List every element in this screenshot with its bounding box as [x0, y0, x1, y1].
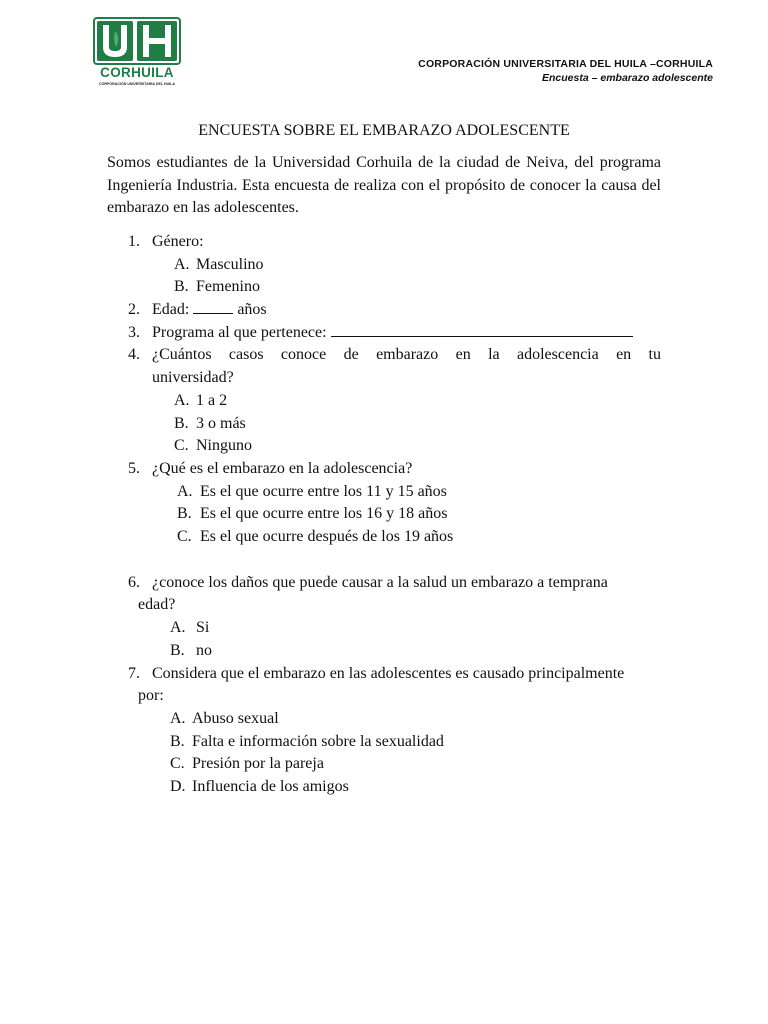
question-text: Considera que el embarazo en las adolescentes es causado principalmente: [152, 664, 625, 682]
option-letter: B.: [170, 641, 185, 659]
option-item: [0, 435, 768, 458]
corhuila-emblem-icon: [93, 17, 181, 65]
option-text: Femenino: [196, 278, 260, 296]
question-text: ¿Cuántos casos conoce de embarazo en la adolescencia en tu: [152, 346, 661, 364]
option-text: Es el que ocurre entre los 11 y 15 años: [200, 482, 447, 500]
option-letter: C.: [174, 437, 189, 455]
option-letter: C.: [170, 755, 185, 773]
option-item: [0, 481, 768, 504]
option-text: no: [196, 641, 212, 659]
option-item: [0, 390, 768, 413]
question-number: 7.: [128, 664, 140, 682]
question-text: Género:: [152, 233, 204, 250]
question-number: 5.: [128, 459, 140, 477]
option-item: [0, 413, 768, 436]
question-text: Programa al que pertenece:: [152, 323, 327, 341]
question-text-cont: edad?: [138, 596, 176, 614]
option-text: Presión por la pareja: [192, 755, 324, 773]
logo-subtitle: CORPORACIÓN UNIVERSITARIA DEL HUILA: [98, 82, 175, 86]
option-text: Falta e información sobre la sexualidad: [192, 732, 444, 750]
option-letter: D.: [170, 777, 186, 795]
option-item: [0, 503, 768, 526]
age-blank-field[interactable]: [193, 300, 233, 314]
option-item: [0, 276, 768, 299]
option-letter: B.: [174, 414, 189, 432]
question-suffix: años: [237, 301, 267, 319]
option-text: Abuso sexual: [192, 709, 279, 727]
question-4: [0, 344, 768, 389]
option-letter: A.: [170, 619, 186, 637]
option-text: Es el que ocurre después de los 19 años: [200, 528, 454, 546]
institution-name: CORPORACIÓN UNIVERSITARIA DEL HUILA –CORHUILA: [418, 58, 713, 70]
question-number: 6.: [128, 573, 140, 591]
question-number: 4.: [128, 346, 140, 364]
option-text: Es el que ocurre entre los 16 y 18 años: [200, 505, 448, 523]
option-letter: B.: [170, 732, 185, 750]
option-letter: B.: [177, 505, 192, 523]
option-letter: A.: [174, 391, 190, 409]
question-1: [0, 231, 768, 254]
option-letter: A.: [177, 482, 193, 500]
option-letter: B.: [174, 278, 189, 296]
question-number: 3.: [128, 323, 140, 341]
option-text: Ninguno: [196, 437, 252, 455]
option-letter: C.: [177, 528, 192, 546]
page-title: ENCUESTA SOBRE EL EMBARAZO ADOLESCENTE: [198, 122, 570, 139]
option-item: [0, 617, 768, 640]
question-3: [0, 322, 768, 345]
question-list: [0, 231, 768, 799]
question-number: 1.: [128, 233, 140, 250]
option-item: [0, 526, 768, 549]
question-5: [0, 458, 768, 481]
option-letter: A.: [170, 709, 186, 727]
question-text: ¿conoce los daños que puede causar a la salud un embarazo a temprana: [152, 573, 608, 591]
option-letter: A.: [174, 255, 190, 273]
intro-paragraph: Somos estudiantes de la Universidad Corhuila de la ciudad de Neiva, del programa Ingeniería Industria. Esta encuesta de realiza con el propósito de conocer la causa del embarazo en las adolescentes.: [107, 154, 661, 217]
document-label: Encuesta – embarazo adolescente: [542, 72, 713, 84]
option-text: Si: [196, 619, 210, 637]
option-item: [0, 640, 768, 663]
option-item: [0, 731, 768, 754]
question-text: ¿Qué es el embarazo en la adolescencia?: [152, 459, 413, 477]
program-blank-field[interactable]: [331, 323, 633, 337]
logo-name: CORHUILA: [100, 65, 174, 80]
page-header: [418, 57, 713, 85]
question-7: [0, 663, 768, 708]
spacer: [0, 549, 768, 572]
question-text-cont: universidad?: [152, 369, 234, 387]
option-text: 3 o más: [196, 414, 246, 432]
option-text: Influencia de los amigos: [192, 777, 349, 795]
option-item: [0, 753, 768, 776]
question-text: Edad:: [152, 301, 190, 319]
question-text-cont: por:: [138, 687, 164, 705]
option-item: [0, 708, 768, 731]
option-item: [0, 776, 768, 799]
option-text: Masculino: [196, 255, 264, 273]
question-6: [0, 572, 768, 617]
question-number: 2.: [128, 301, 140, 319]
question-2: [0, 299, 768, 322]
option-text: 1 a 2: [196, 391, 228, 409]
option-item: [0, 254, 768, 277]
corhuila-logo: [93, 17, 181, 87]
